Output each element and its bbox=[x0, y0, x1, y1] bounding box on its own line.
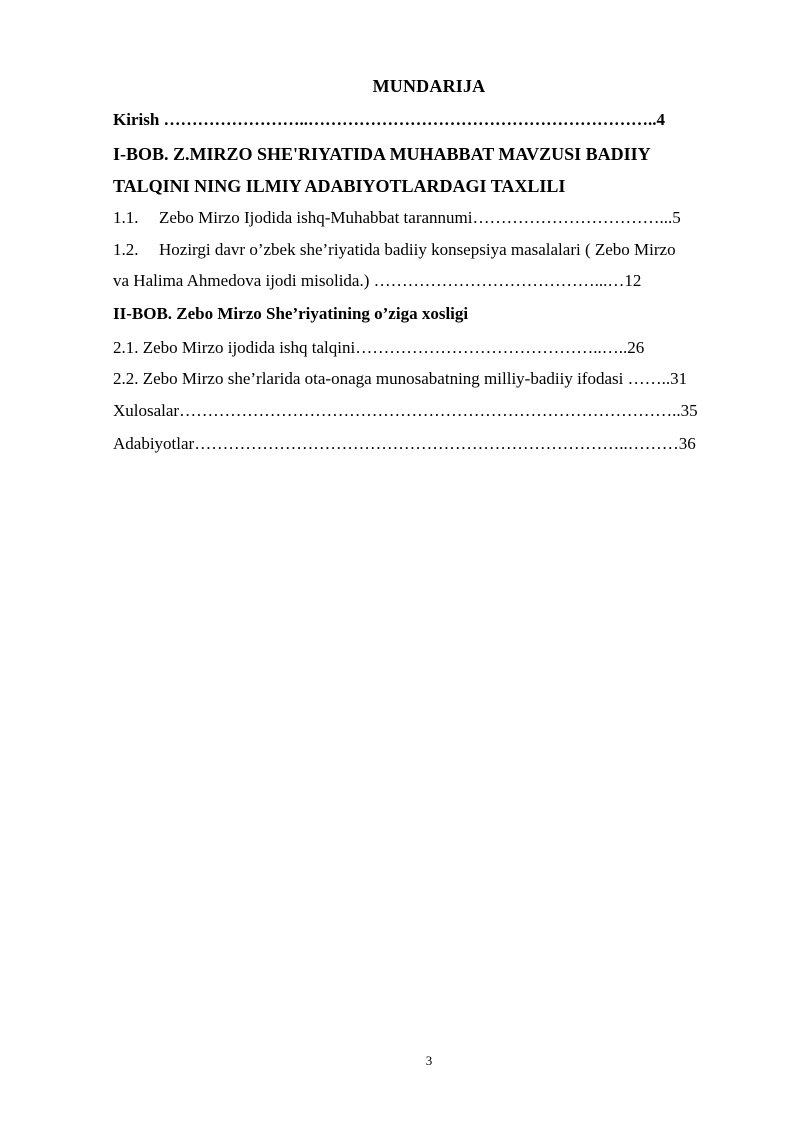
toc-entry-text: I-BOB. Z.MIRZO SHE'RIYATIDA MUHABBAT MAVZUSI BADIIY bbox=[113, 144, 651, 164]
toc-section-number: 1.1. bbox=[113, 208, 139, 227]
toc-section-1-2-line-2 bbox=[113, 270, 741, 292]
toc-entry-text: Zebo Mirzo Ijodida ishq-Muhabbat tarannumi……………………………...5 bbox=[159, 208, 681, 227]
toc-section-2-1 bbox=[113, 337, 741, 359]
toc-entry-text: Xulosalar……………………………………………………………………………..35 bbox=[113, 401, 698, 420]
toc-section-1-1 bbox=[113, 207, 741, 229]
toc-entry-kirish bbox=[113, 109, 741, 131]
toc-chapter-1-line-1 bbox=[113, 143, 741, 165]
toc-entry-text: TALQINI NING ILMIY ADABIYOTLARDAGI TAXLILI bbox=[113, 176, 566, 196]
toc-title: MUNDARIJA bbox=[372, 76, 486, 96]
toc-entry-text: Kirish ……………………..……………………………………………………..4 bbox=[113, 110, 666, 129]
toc-entry-text: Hozirgi davr o’zbek she’riyatida badiiy konsepsiya masalalari ( Zebo Mirzo bbox=[159, 240, 676, 259]
toc-section-1-2-line-1 bbox=[113, 239, 741, 261]
toc-entry-text: va Halima Ahmedova ijodi misolida.) …………………………………...…12 bbox=[113, 271, 642, 290]
page-number: 3 bbox=[425, 1053, 433, 1068]
toc-chapter-2 bbox=[113, 303, 741, 325]
toc-entry-xulosalar bbox=[113, 400, 741, 422]
toc-section-2-2 bbox=[113, 368, 741, 390]
toc-entry-text: 2.1. Zebo Mirzo ijodida ishq talqini……………………………………..…..26 bbox=[113, 338, 645, 357]
toc-chapter-1-line-2 bbox=[113, 175, 741, 197]
toc-section-number: 1.2. bbox=[113, 240, 139, 259]
toc-entry-adabiyotlar bbox=[113, 433, 741, 455]
toc-entry-text: II-BOB. Zebo Mirzo She’riyatining o’ziga xosligi bbox=[113, 304, 469, 323]
toc-entry-text: Adabiyotlar…………………………………………………………………..………36 bbox=[113, 434, 696, 453]
toc-entry-text: 2.2. Zebo Mirzo she’rlarida ota-onaga munosabatning milliy-badiiy ifodasi ……..31 bbox=[113, 369, 688, 388]
